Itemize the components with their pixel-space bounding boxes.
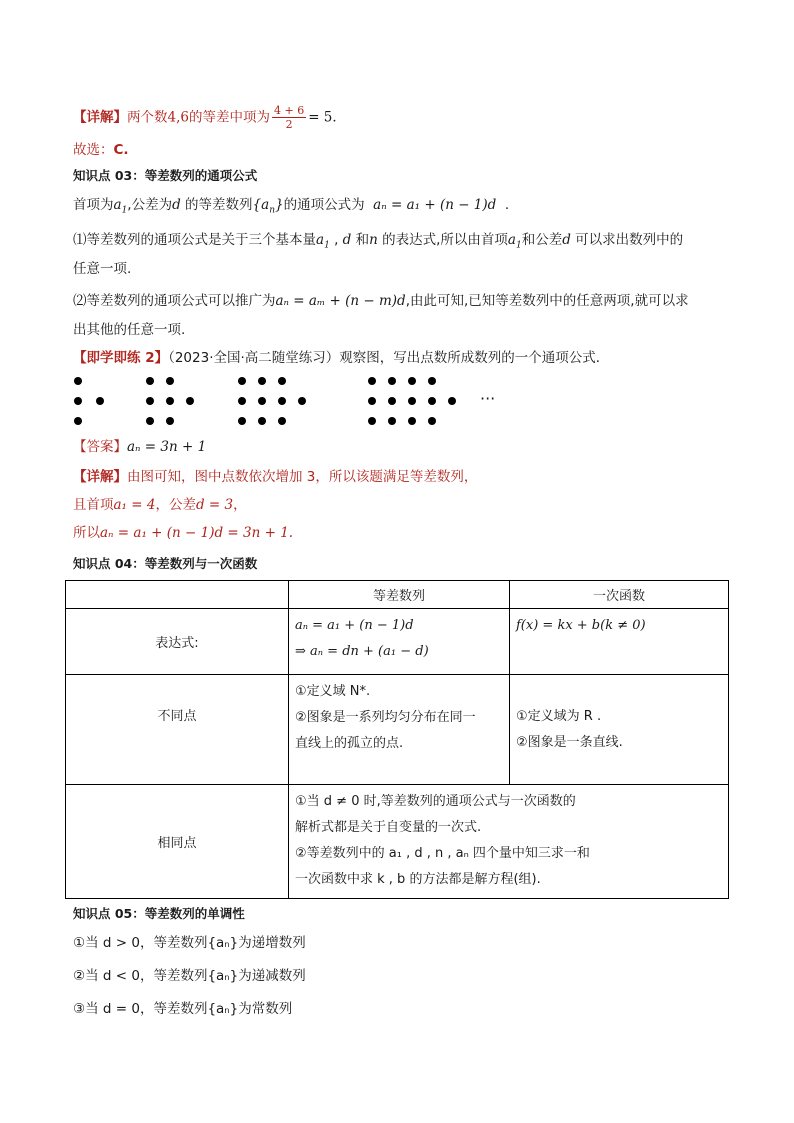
dot <box>166 397 174 405</box>
detail2-line2 <box>73 496 247 514</box>
dot <box>146 397 154 405</box>
dot <box>74 417 82 425</box>
detail2-text: 由图可知，图中点数依次增加 3，所以该题满足等差数列， <box>127 469 478 485</box>
answer-line <box>73 438 206 456</box>
dot <box>258 377 266 385</box>
seq-formula-2: ⇒ aₙ = dn + (a₁ − d) <box>295 644 429 659</box>
sim-1: ①当 d ≠ 0 时,等差数列的通项公式与一次函数的 <box>295 794 576 809</box>
kp03-p1-cont: 任意一项. <box>73 261 132 277</box>
dot <box>448 397 456 405</box>
seq-diff-3: 直线上的孤立的点. <box>295 736 404 751</box>
seq-diff-2: ②图象是一系列均匀分布在同一 <box>295 710 476 725</box>
dot <box>278 417 286 425</box>
dot <box>278 377 286 385</box>
dot <box>408 417 416 425</box>
kp03-p2-a: ⑵等差数列的通项公式可以推广为 <box>73 293 276 309</box>
dot <box>408 397 416 405</box>
detail2-line2-b: ，公差 <box>155 497 196 513</box>
table-header-row <box>66 581 729 609</box>
header-cell-empty <box>66 581 289 609</box>
kp04-title: 知识点 04：等差数列与一次函数 <box>73 556 258 571</box>
row-label-expression: 表达式: <box>66 609 289 675</box>
kp05-item-3: ③当 d = 0，等差数列{aₙ}为常数列 <box>73 1001 293 1017</box>
dot <box>278 397 286 405</box>
func-diff-1: ①定义域为 R . <box>516 708 602 724</box>
practice2-line <box>73 349 609 367</box>
cell-seq-difference <box>289 675 510 785</box>
dot <box>368 377 376 385</box>
dot <box>388 397 396 405</box>
kp03-line1: 首项为$a_1$,公差为d 的等差数列$\{a_n\}$的通项公式为 aₙ = a₁ + (n − 1)d . <box>73 197 510 216</box>
fraction-denominator: 2 <box>285 118 293 131</box>
var-a1: $a_1$ <box>113 197 128 216</box>
extended-formula: aₙ = aₘ + (n − m)d <box>275 293 406 309</box>
var-d: d <box>342 232 352 248</box>
answer-tag: 【答案】 <box>73 439 127 455</box>
kp03-p1-a: ⑴等差数列的通项公式是关于三个基本量 <box>73 232 316 248</box>
var-d: d <box>562 232 571 248</box>
dot <box>388 377 396 385</box>
kp03-p1: ⑴等差数列的通项公式是关于三个基本量$a_1$ , d 和n 的表达式,所以由首项$a_1$和公差d 可以求出数列中的 <box>73 232 684 251</box>
cell-seq-expression <box>289 609 510 675</box>
dot <box>388 417 396 425</box>
kp03-p1-c: 的表达式,所以由首项 <box>382 232 508 248</box>
dot <box>238 417 246 425</box>
header-cell-function: 一次函数 <box>510 581 729 609</box>
kp03-p1-e: 可以求出数列中的 <box>575 232 684 248</box>
dot <box>428 397 436 405</box>
table-row-difference <box>66 675 729 785</box>
kp03-p2-cont: 出其他的任意一项. <box>73 322 186 338</box>
kp03-p1-b: 和 <box>355 232 370 248</box>
dot <box>368 397 376 405</box>
dot <box>368 417 376 425</box>
kp03-line1-d: 的通项公式为 <box>283 197 365 213</box>
func-diff-2: ②图象是一条直线. <box>516 734 623 750</box>
dot <box>238 397 246 405</box>
var-a1: $a_1$ <box>507 232 522 251</box>
answer-formula: aₙ = 3n + 1 <box>127 439 207 455</box>
kp03-line1-b: 公差为 <box>131 197 173 213</box>
dot <box>166 417 174 425</box>
kp03-line1-a: 首项为 <box>73 197 114 213</box>
seq-diff-1: ①定义域 N*. <box>295 684 371 699</box>
var-n: n <box>369 232 378 248</box>
practice-tag: 【即学即练 2】 <box>73 350 169 366</box>
dot <box>96 397 104 405</box>
fraction-numerator: 4 + 6 <box>273 104 305 117</box>
choice-line <box>73 141 129 159</box>
row-label-similarity: 相同点 <box>66 785 289 899</box>
sim-2: 解析式都是关于自变量的一次式. <box>295 820 482 835</box>
first-term: a₁ = 4 <box>113 497 156 513</box>
detail2-tag: 【详解】 <box>73 469 127 485</box>
common-diff: d = 3 <box>195 497 234 513</box>
general-formula: aₙ = a₁ + (n − 1)d <box>373 197 497 213</box>
dot <box>166 377 174 385</box>
kp05-item-2: ②当 d < 0，等差数列{aₙ}为递减数列 <box>73 968 306 984</box>
fraction <box>272 104 306 131</box>
cell-func-expression <box>510 609 729 675</box>
dot <box>238 377 246 385</box>
kp05-item-1: ①当 d > 0，等差数列{aₙ}为递增数列 <box>73 935 306 951</box>
dot <box>258 417 266 425</box>
practice-source: （2023·全国·高二随堂练习） <box>168 350 340 366</box>
dot <box>298 397 306 405</box>
cell-func-difference <box>510 675 729 785</box>
dot <box>146 377 154 385</box>
comparison-table <box>65 580 729 899</box>
detail-result: = 5． <box>308 109 346 126</box>
kp05-title: 知识点 05：等差数列的单调性 <box>73 906 245 921</box>
detail2-line2-c: ， <box>233 497 247 513</box>
choice-value: C. <box>113 142 129 158</box>
detail-line-1 <box>73 104 346 131</box>
dot <box>408 377 416 385</box>
dot <box>258 397 266 405</box>
detail-text-a: 两个数 <box>127 109 168 126</box>
kp03-line1-c: 的等差数列 <box>185 197 253 213</box>
func-formula: f(x) = kx + b(k ≠ 0) <box>516 618 646 633</box>
sim-4: 一次函数中求 k , b 的方法都是解方程(组). <box>295 872 541 887</box>
kp03-p1-d: 和公差 <box>521 232 563 248</box>
detail2-line3-a: 所以 <box>73 525 100 541</box>
var-d: d <box>172 197 181 213</box>
detail2-line3 <box>73 524 293 542</box>
detail-nums: 4,6 <box>167 109 189 126</box>
seq-an: $\{a_n\}$ <box>252 197 284 216</box>
dot-ellipsis: ··· <box>480 389 496 408</box>
row-label-difference: 不同点 <box>66 675 289 785</box>
detail2-formula: aₙ = a₁ + (n − 1)d = 3n + 1. <box>100 525 294 541</box>
table-row-expression <box>66 609 729 675</box>
dot <box>186 397 194 405</box>
seq-formula-1: aₙ = a₁ + (n − 1)d <box>295 618 414 633</box>
kp03-title: 知识点 03：等差数列的通项公式 <box>73 168 258 183</box>
var-a1: $a_1$ <box>316 232 330 251</box>
dot <box>428 377 436 385</box>
dot <box>74 377 82 385</box>
cell-similarity <box>289 785 729 899</box>
detail2-line2-a: 且首项 <box>73 497 114 513</box>
sim-3: ②等差数列中的 a₁ , d , n , aₙ 四个量中知三求一和 <box>295 846 590 861</box>
header-cell-sequence: 等差数列 <box>289 581 510 609</box>
detail-tag: 【详解】 <box>73 109 127 126</box>
detail-text-b: 的等差中项为 <box>188 109 270 126</box>
choice-label: 故选： <box>73 142 114 158</box>
kp03-p2-b: ,由此可知,已知等差数列中的任意两项,就可以求 <box>405 293 689 309</box>
table-row-similarity <box>66 785 729 899</box>
kp03-p2 <box>73 292 689 310</box>
dot <box>428 417 436 425</box>
detail2-line1 <box>73 468 477 486</box>
practice-question: 观察图，写出点数所成数列的一个通项公式． <box>339 350 610 366</box>
dot <box>74 397 82 405</box>
dot <box>146 417 154 425</box>
